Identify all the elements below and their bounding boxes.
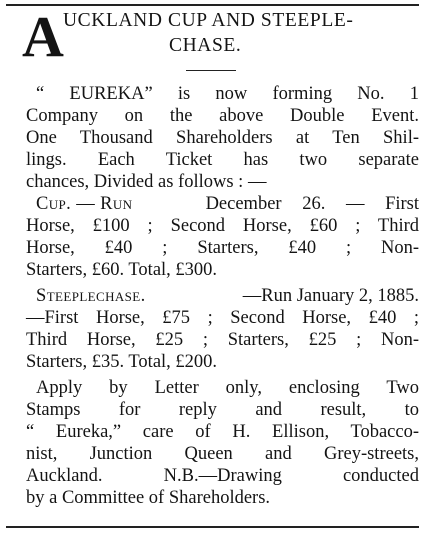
cup-date: December 26. — First <box>205 194 419 214</box>
body-line: One Thousand Shareholders at Ten Shil- <box>26 128 419 148</box>
body-line: Apply by Letter only, enclosing Two <box>36 378 419 398</box>
body-line: Company on the above Double Event. <box>26 106 419 126</box>
body-line: Starters, £60. Total, £300. <box>26 260 218 280</box>
body-line: Starters, £35. Total, £200. <box>26 352 218 372</box>
body-line: Horse, £40 ; Starters, £40 ; Non- <box>26 238 419 258</box>
headline-line-1: UCKLAND CUP AND STEEPLE- <box>63 10 354 31</box>
headline-line-2: CHASE. <box>169 35 242 56</box>
body-line: Horse, £100 ; Second Horse, £60 ; Third <box>26 216 419 236</box>
body-line: “ Eureka,” care of H. Ellison, Tobacco- <box>26 422 419 442</box>
body-line: chances, Divided as follows : — <box>26 172 267 192</box>
cup-label: Cup. — Run <box>36 194 133 214</box>
body-line: by a Committee of Shareholders. <box>26 488 271 508</box>
body-line: Third Horse, £25 ; Starters, £25 ; Non- <box>26 330 419 350</box>
body-line: lings. Each Ticket has two separate <box>26 150 419 170</box>
body-line: —First Horse, £75 ; Second Horse, £40 ; <box>26 308 419 328</box>
body-line: Auckland. N.B.—Drawing conducted <box>26 466 419 486</box>
steeplechase-line <box>36 285 419 307</box>
headline-initial: A <box>22 4 63 69</box>
top-rule <box>6 4 419 6</box>
body-line: “ EUREKA” is now forming No. 1 <box>36 84 419 104</box>
headline-divider <box>186 70 236 71</box>
body-line: nist, Junction Queen and Grey-streets, <box>26 444 419 464</box>
steeplechase-label: Steeplechase. <box>36 286 146 306</box>
body-line: Stamps for reply and result, to <box>26 400 419 420</box>
steeplechase-date: —Run January 2, 1885. <box>242 286 419 306</box>
cup-line <box>36 193 419 215</box>
bottom-rule <box>6 526 419 528</box>
